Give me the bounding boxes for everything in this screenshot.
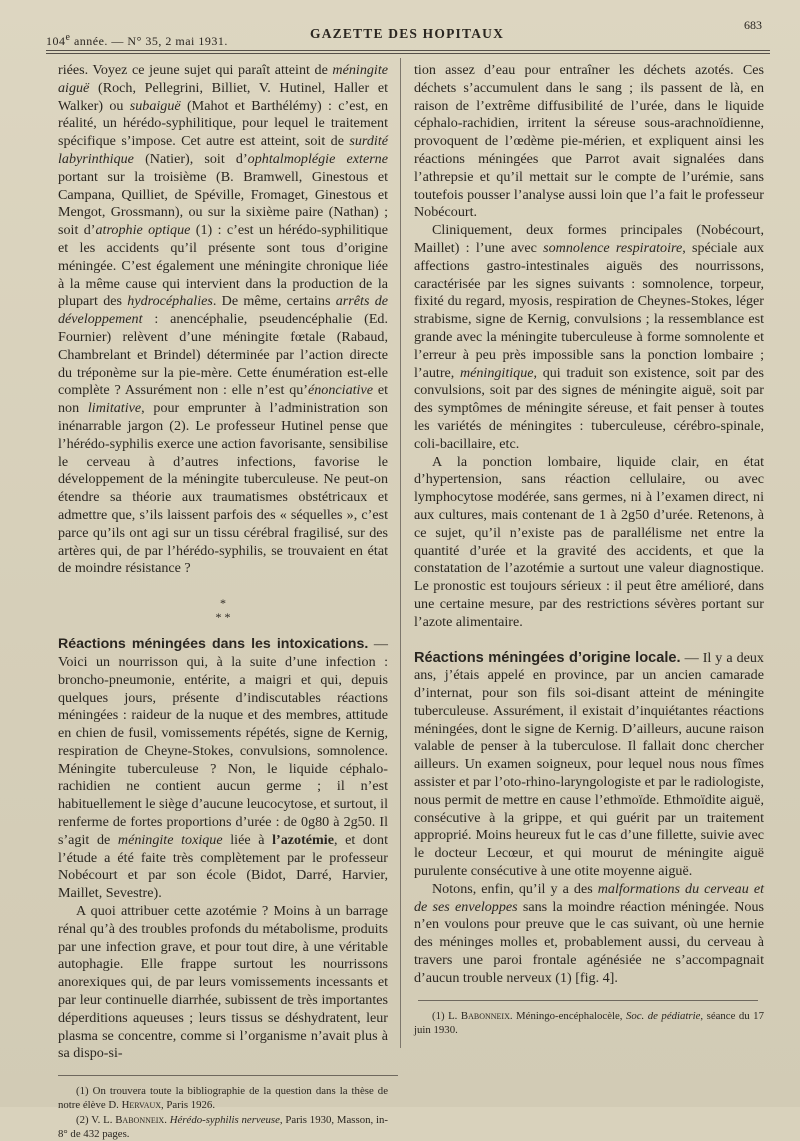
paragraph: Notons, enfin, qu’il y a des malformations du cerveau et de ses enveloppes sans la moindre réaction méningée. Nous n’en voulons pour preuve que le cas suivant, où une hernie des méninges molles et, probablement aussi, du cerveau à travers une paroi frontale agénésiée ne s’accompagnait d’aucun trouble nerveux (1) [fig. 4]. — [414, 880, 764, 986]
issue-info — [46, 32, 228, 49]
paragraph: Réactions méningées d’origine locale. — Il y a deux ans, j’étais appelé en province, par un ancien camarade d’internat, pour son fils soi-disant atteint de méningite tuberculeuse. Assurément, il existait d’inquiétantes réactions méningées, dont le signe de Kernig. D’ailleurs, aucune raison valable de penser à la tuberculose. Il fallait donc chercher ailleurs. Un examen soigneux, pour lequel nous nous fîmes assister et par l’oto-rhino-laryngologiste et par le radiologiste, nous permit de mettre en cause l’ethmoïde. Ethmoïdite aiguë, consécutive à la grippe, et qui guérit par un traitement approprié. Moins heureux fut le cas d’une fillette, suivie avec le docteur Lecœur, et qui mourut de méningite aiguë purulente consécutive à une otite moyenne aiguë. — [414, 649, 764, 880]
left-column — [58, 62, 388, 1141]
right-column — [414, 62, 764, 1037]
paragraph: tion assez d’eau pour entraîner les déchets azotés. Ces déchets s’accumulent dans le sang ; ils passent de là, en raison de l’extrême diffusibilité de l’urée, dans le liquide céphalo-rachidien, irritent la séreuse sous-arachnoïdienne, provoquent de l’œdème pie-mérien, et expliquent ainsi les réactions méningées que Parrot avait signalées dans l’athrepsie et qu’il mettait sur le compte de l’urémie, sans toutefois pousser l’analyse aussi loin que l’a fait le professeur Nobécourt. — [414, 62, 764, 221]
volume-suffix: e — [65, 32, 71, 43]
paragraph: A quoi attribuer cette azotémie ? Moins à un barrage rénal qu’à des troubles profonds du métabolisme, produits par une infection grave, et pour tout dire, à une véritable autophagie. Elle frappe surtout les nourrissons anorexiques qui, de par leurs vomissements incessants et par leur continuelle diarrhée, subissent de très importantes déperditions aqueuses ; leurs tissus se déshydratent, leur plasma se concentre, comme si l’organisme n’avait plus à sa dispo-si- — [58, 903, 388, 1062]
footnote-rule — [418, 1000, 758, 1001]
figure-reference[interactable]: [fig. 4] — [575, 969, 615, 986]
page-number: 683 — [744, 18, 762, 32]
footnote: (1) L. Babonneix. Méningo-encéphalocèle, Soc. de pédiatrie, séance du 17 juin 1930. — [414, 1009, 764, 1036]
issue-date: année. — N° 35, 2 mai 1931. — [70, 34, 228, 48]
paragraph: Cliniquement, deux formes principales (Nobécourt, Maillet) : l’une avec somnolence respiratoire, spéciale aux affections gastro-intestinales aiguës des nourrissons, caractérisée par les signes suivants : somnolence, torpeur, fixité du regard, myosis, respiration de Cheynes-Stokes, léger strabisme, signe de Kernig, convulsions ; la ressemblance est grande avec la méningite tuberculeuse à forme somnolente et l’erreur à peu près impossible sans la ponction lombaire ; l’autre, méningitique, qui traduit son existence, soit par des convulsions, soit par des signes de méningite aiguë, soit par des symptômes de méningite séreuse, et fait penser à toutes les variétés de méningites : tuberculeuse, cérébro-spinale, coli-bacillaire, etc. — [414, 222, 764, 452]
section-gap — [414, 632, 764, 650]
paragraph: Réactions méningées dans les intoxications. — Voici un nourrisson qui, à la suite d’une infection : broncho-pneumonie, entérite, a maigri et qui, depuis quelques jours, présente d’indiscutables réactions méningées : raideur de la nuque et des membres, attitude en chien de fusil, vomissements répétés, signe de Kernig, respiration de Cheyne-Stokes, convulsions, somnolence. Méningite tuberculeuse ? Non, le liquide céphalo-rachidien ne contient aucun germe ; il n’est habituellement le siège d’aucune leucocytose, et surtout, il renferme de fortes proportions d’urée : de 0g80 à 2g50. Il s’agit de méningite toxique liée à l’azotémie, et dont l’étude a été faite très complètement par le professeur Nobécourt et par son école (Bidot, Darré, Harvier, Maillet, Sevestre). — [58, 636, 388, 902]
footnote-rule — [58, 1075, 398, 1076]
section-separator: * * * — [215, 596, 231, 625]
running-header — [46, 18, 770, 48]
journal-title: GAZETTE DES HOPITAUX — [310, 26, 505, 41]
header-rule — [46, 50, 770, 54]
paragraph: riées. Voyez ce jeune sujet qui paraît atteint de méningite aiguë (Roch, Pellegrini, Billiet, V. Hutinel, Haller et Walker) ou subaiguë (Mahot et Barthélémy) : c’est, en réalité, un hérédo-syphilitique, pour lequel le traitement spécifique s’impose. Cet autre est atteint, soit de surdité labyrinthique (Natier), soit d’ophtalmoplégie externe portant sur la troisième (B. Bramwell, Ginestous et Campana, Quilliet, de Spéville, Fromaget, Ginestous et Mengot, Grossmann), ou sur la sixième paire (Nathan) ; soit d’atrophie optique (1) : c’est un hérédo-syphilitique et les accidents qu’il présente sont tous d’origine méningée. C’est également une méningite chronique liée à la même cause qui intervient dans la production de la plupart des hydrocéphalies. De même, certains arrêts de développement : anencéphalie, pseudencéphalie (Ed. Fournier) relèvent d’une méningite fœtale (Rabaud, Chambrelant et Brindel) déterminée par l’action directe du tréponème sur la pie-mère. Cette énumération est-elle complète ? Assurément non : elle n’est qu’énonciative et non limitative, pour emprunter à l’administration son inénarrable jargon (2). Le professeur Hutinel pense que l’hérédo-syphilis exerce une action favorisante, sensibilise le cerveau à d’autres infections, favorise le développement de la méningite tuberculeuse. Ne peut-on étendre sa théorie aux traumatismes obstétricaux et admettre que, s’ils laissent parfois des « séquelles », c’est parce qu’ils ont agi sur un tissu cérébral fragilisé, sur des artères qui, de par l’hérédo-syphilis, se trouvaient en état de moindre résistance ? — [58, 62, 389, 577]
footnote: (2) V. L. Babonneix. Hérédo-syphilis nerveuse, Paris 1930, Masson, in-8° de 432 pages. — [58, 1113, 389, 1140]
volume-number: 104 — [46, 34, 66, 48]
section-heading: Réactions méningées d’origine locale. — [414, 649, 681, 666]
footnote: (1) On trouvera toute la bibliographie de la question dans la thèse de notre élève D. Hervaux, Paris 1926. — [58, 1085, 388, 1112]
column-divider — [400, 58, 401, 1048]
section-heading: Réactions méningées dans les intoxications. — [58, 636, 369, 653]
paragraph: A la ponction lombaire, liquide clair, en état d’hypertension, sans réaction cellulaire, ou avec lymphocytose modérée, sans germes, ni à l’examen direct, ni aux cultures, mais contenant de 1 à 2g50 d’urée. Retenons, à ce sujet, qu’il n’existe pas de parallélisme net entre la quantité d’urée et la gravité des accidents, et que la constatation de l’azotémie a surtout une valeur diagnostique. Le pronostic est toujours sérieux : il peut être amélioré, dans une certaine mesure, par des restrictions sévères portant sur l’azote alimentaire. — [414, 453, 764, 630]
